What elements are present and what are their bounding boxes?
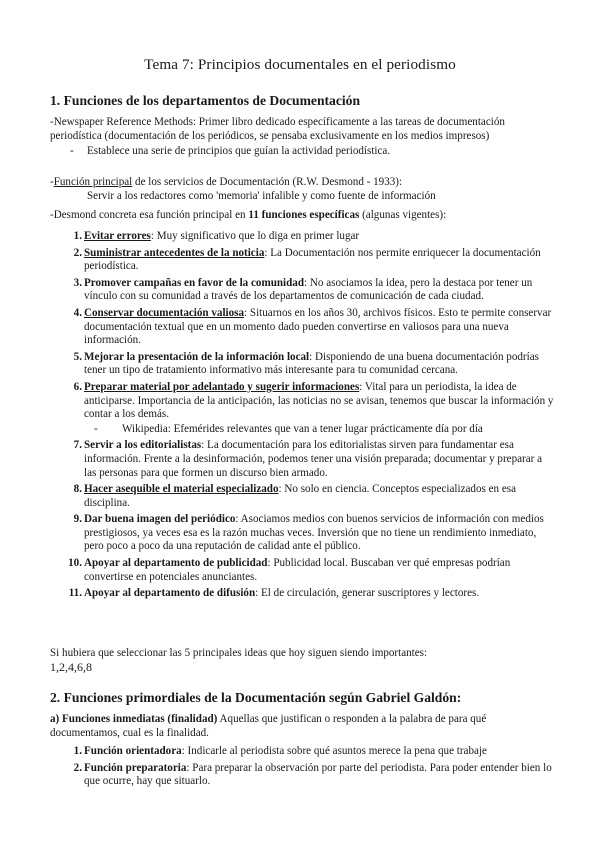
list-item-title: Servir a los editorialistas [84, 439, 202, 452]
paragraph-text: -Desmond concreta esa función principal en [50, 209, 249, 221]
paragraph-line: Si hubiera que seleccionar las 5 principales ideas que hoy siguen siendo importantes: [50, 647, 428, 659]
list-item-title: Evitar errores [84, 230, 151, 242]
list-item-text: : No solo en ciencia. Conceptos especializados en esa disciplina. [84, 483, 517, 509]
list-item [50, 307, 555, 348]
list-sub-item [84, 423, 555, 437]
list-item-text: : Para preparar la observación por parte del periodista. Para poder entender bien lo que ocurre, hay que situarlo. [84, 761, 552, 788]
list-item-number: 10. [68, 557, 82, 570]
list-item [50, 557, 555, 584]
list-item-title: Mejorar la presentación de la información local [84, 350, 310, 363]
list-item-text: : Situarnos en los años 30, archivos físicos. Esto te permite conservar documentación textual que en un momento dado pueden convertirse en valiosos para una nueva información. [84, 306, 552, 347]
galdon-functions-list [50, 745, 555, 792]
list-item-number: 4. [73, 306, 82, 319]
list-item [50, 483, 555, 510]
list-item [50, 247, 555, 274]
list-item-number: 9. [73, 513, 82, 526]
list-item [50, 762, 555, 789]
list-item [50, 351, 555, 378]
selected-ideas: 1,2,4,6,8 [50, 659, 92, 674]
list-item-title: Suministrar antecedentes de la noticia [84, 246, 265, 259]
list-item-title: Función orientadora [84, 745, 182, 757]
dash-item-text: Establece una serie de principios que guían la actividad periodística. [87, 145, 391, 157]
paragraph-line: periodística (documentación de los periódicos, se pensaba exclusivamente en los medios impresos) [50, 129, 490, 142]
list-item-text: : El de circulación, generar suscriptores y lectores. [255, 587, 480, 600]
list-item-number: 5. [73, 350, 82, 363]
list-item-title: Hacer asequible el material especializado [84, 483, 279, 496]
paragraph-funcion-principal [50, 176, 555, 203]
list-item-title: Conservar documentación valiosa [84, 306, 245, 319]
closing-paragraph [50, 647, 555, 674]
list-item-number: 6. [73, 380, 82, 393]
list-item-number: 2. [73, 246, 82, 259]
list-item-text: : Disponiendo de una buena documentación podrías tener un tipo de tratamiento informativo más interesante para tu comunidad cercana. [84, 350, 539, 377]
paragraph-line: -Newspaper Reference Methods: Primer libro dedicado específicamente a las tareas de documentación [50, 116, 505, 128]
list-item-text: : Vital para un periodista, la idea de anticiparse. Importancia de la anticipación, las noticias no se avisan, tenemos que buscar la información y contar a los demás. [84, 380, 554, 421]
paragraph-funciones-inmediatas [50, 713, 555, 740]
list-item [50, 230, 555, 244]
paragraph-text: Aquellas que justifican o responden a la palabra de para qué documentamos, cual es la finalidad. [50, 713, 487, 739]
list-item-text: : Muy significativo que lo diga en primer lugar [150, 230, 360, 242]
list-item-number: 11. [68, 587, 82, 600]
list-item-text: : La Documentación nos permite enriquecer la documentación periodística. [84, 246, 541, 273]
list-item [50, 381, 555, 436]
paragraph-line [50, 176, 555, 190]
list-item-title: Función preparatoria [84, 761, 187, 774]
paragraph-text: (algunas vigentes): [359, 209, 447, 221]
list-item-title: Preparar material por adelantado y sugerir informaciones [84, 380, 360, 393]
list-item [50, 745, 555, 759]
list-item-title: Dar buena imagen del periódico [84, 513, 236, 526]
list-item-title: Apoyar al departamento de difusión [84, 587, 256, 600]
list-item-number: 2. [73, 761, 82, 774]
dash-bullet: - [94, 422, 98, 435]
list-sub-item-text: Wikipedia: Efemérides relevantes que van a tener lugar prácticamente día por día [122, 422, 483, 435]
list-item-text: : La documentación para los editorialistas sirven para fundamentar esa información. Frente a la desinformación, podemos tener una visión preparada; documentar y preparar a las personas para que formen un discurso bien armado. [84, 439, 543, 479]
paragraph-desmond [50, 209, 555, 223]
list-item [50, 439, 555, 480]
list-item-title: Apoyar al departamento de publicidad [84, 557, 268, 570]
paragraph-text: de los servicios de Documentación (R.W. Desmond - 1933): [132, 176, 403, 188]
paragraph-newspaper-reference [50, 116, 555, 143]
list-item-number: 1. [73, 745, 82, 757]
desmond-functions-list [50, 230, 555, 604]
underlined-term: Función principal [53, 176, 133, 188]
dash-bullet: - [70, 145, 74, 157]
list-item-number: 8. [73, 483, 82, 496]
section-1-heading: 1. Funciones de los departamentos de Documentación [50, 93, 361, 108]
list-item-title: Promover campañas en favor de la comunidad [84, 276, 305, 289]
list-item-text: : Indicarle al periodista sobre qué asuntos merece la pena que trabaje [181, 745, 487, 757]
list-item [50, 277, 555, 304]
list-item-text: : Publicidad local. Buscaban ver qué empresas podrían convertirse en potenciales anunciantes. [84, 557, 511, 583]
list-item-text: : Asociamos medios con buenos servicios de información con medios prestigiosos, ya veces esa es la razón muchas veces. Inversión que no tiene un rendimiento inmediato, pero poco a poco da una reputación de calidad ante el público. [84, 513, 544, 553]
list-item-number: 1. [73, 230, 82, 242]
list-item-text: : No asociamos la idea, pero la destaca por tener un vínculo con su comunidad a través de los departamentos de comunicación de cada ciudad. [84, 276, 533, 303]
prefix: - [50, 176, 54, 188]
list-item-number: 7. [73, 439, 82, 452]
paragraph-line: Servir a los redactores como 'memoria' infalible y como fuente de información [87, 189, 436, 202]
bold-term: a) Funciones inmediatas (finalidad) [50, 713, 218, 725]
page-title: Tema 7: Principios documentales en el periodismo [144, 56, 456, 73]
bold-term: 11 funciones específicas [248, 209, 360, 221]
section-2-heading: 2. Funciones primordiales de la Documentación según Gabriel Galdón: [50, 690, 462, 705]
list-item [50, 587, 555, 601]
list-item [50, 513, 555, 554]
list-item-number: 3. [73, 276, 82, 289]
